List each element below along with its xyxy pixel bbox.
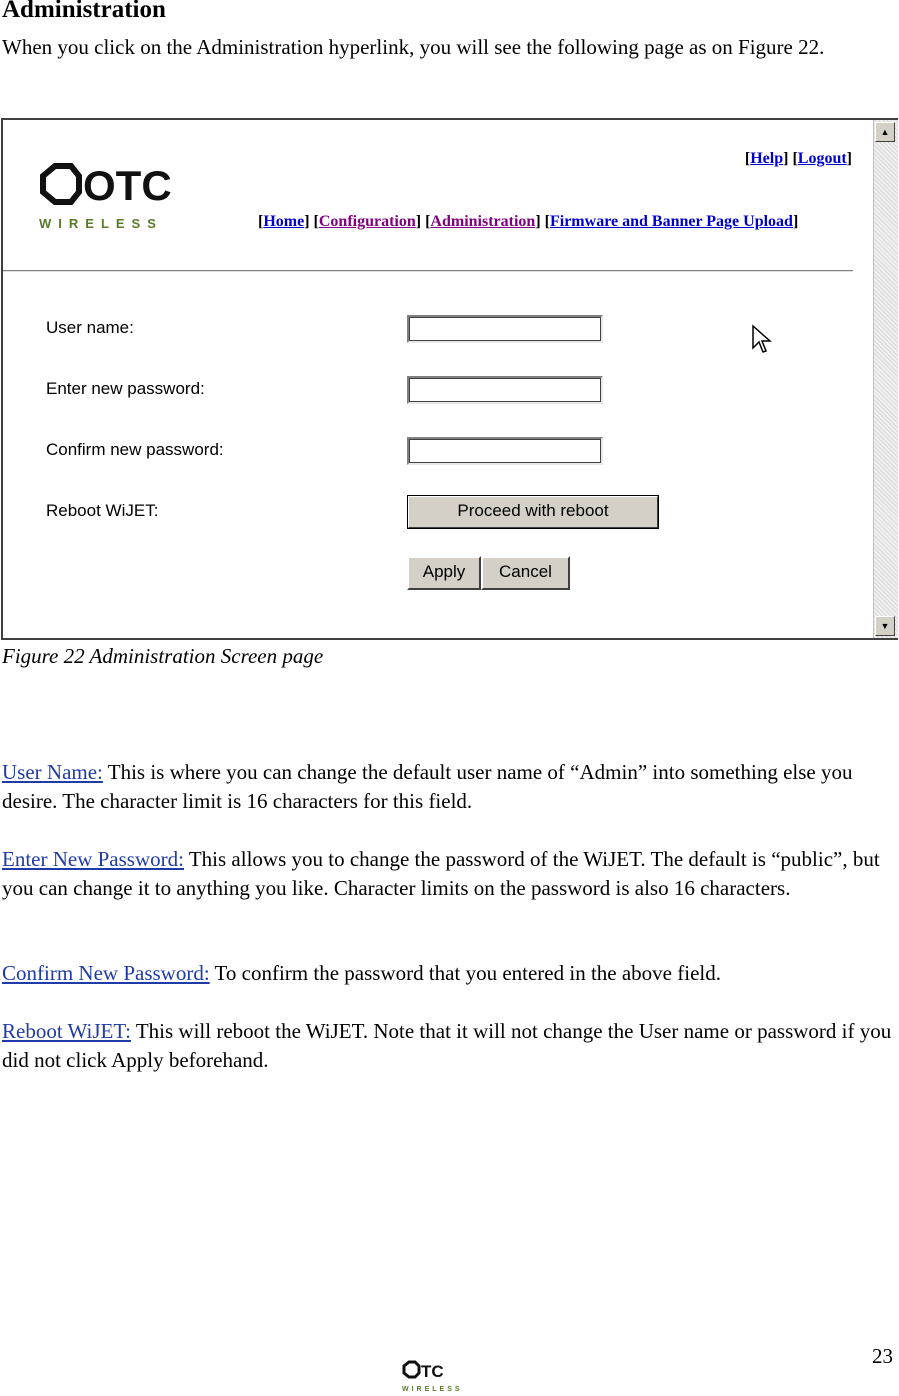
proceed-with-reboot-button[interactable]: Proceed with reboot (407, 495, 659, 529)
vertical-scrollbar[interactable] (873, 120, 898, 638)
logout-link[interactable]: Logout (797, 150, 847, 167)
apply-button[interactable]: Apply (407, 556, 481, 590)
confirm-password-label: Confirm new password: (46, 440, 224, 459)
term-reboot: Reboot WiJET: (2, 1019, 131, 1043)
nav-home-link[interactable]: Home (263, 213, 305, 230)
term-confirm-password: Confirm New Password: (2, 961, 210, 985)
footer-otc-logo (398, 1360, 464, 1396)
scroll-up-icon[interactable]: ▲ (875, 122, 895, 142)
page-number: 23 (872, 1344, 893, 1368)
cancel-button[interactable]: Cancel (481, 556, 570, 590)
desc-reboot: This will reboot the WiJET. Note that it will not change the User name or password if you did not click Apply beforehand. (2, 1019, 892, 1072)
new-password-label: Enter new password: (46, 379, 205, 398)
nav-administration-link[interactable]: Administration (430, 213, 536, 230)
nav-configuration-link[interactable]: Configuration (318, 213, 416, 230)
figure-caption: Figure 22 Administration Screen page (2, 644, 324, 668)
admin-screenshot (1, 118, 898, 640)
confirm-password-input[interactable] (407, 437, 603, 465)
term-user-name: User Name: (2, 760, 103, 784)
svg-text:WIRELESS: WIRELESS (402, 1386, 463, 1393)
username-input[interactable] (407, 315, 603, 343)
new-password-input[interactable] (407, 376, 603, 404)
mouse-cursor-icon (751, 324, 773, 356)
section-user-name (2, 758, 897, 816)
help-link[interactable]: Help (750, 150, 784, 167)
svg-text:TC: TC (421, 1362, 444, 1381)
section-new-password (2, 845, 897, 903)
section-heading: Administration (2, 0, 166, 23)
desc-new-password: This allows you to change the password of the WiJET. The default is “public”, but you can change it to anything you like. Character limits on the password is also 16 characters. (2, 847, 880, 900)
section-reboot (2, 1017, 897, 1075)
desc-confirm-password: To confirm the password that you entered in the above field. (209, 961, 721, 985)
top-links: [Help] [Logout] (744, 150, 852, 167)
otc-logo (27, 156, 179, 236)
nav-firmware-link[interactable]: Firmware and Banner Page Upload (549, 213, 793, 230)
intro-paragraph: When you click on the Administration hyperlink, you will see the following page as on Figure 22. (2, 35, 825, 59)
logo-subtext: WIRELESS (39, 216, 163, 231)
scroll-down-icon[interactable]: ▼ (875, 616, 895, 636)
term-new-password: Enter New Password: (2, 847, 184, 871)
nav-links: [Home] [Configuration] [Administration] [Firmware and Banner Page Upload] (258, 213, 799, 230)
divider (3, 270, 853, 272)
desc-user-name: This is where you can change the default user name of “Admin” into something else you desire. The character limit is 16 characters for this field. (2, 760, 853, 813)
username-label: User name: (46, 318, 134, 337)
logo-text: OTC (83, 162, 172, 209)
reboot-label: Reboot WiJET: (46, 501, 159, 520)
section-confirm-password (2, 959, 897, 988)
